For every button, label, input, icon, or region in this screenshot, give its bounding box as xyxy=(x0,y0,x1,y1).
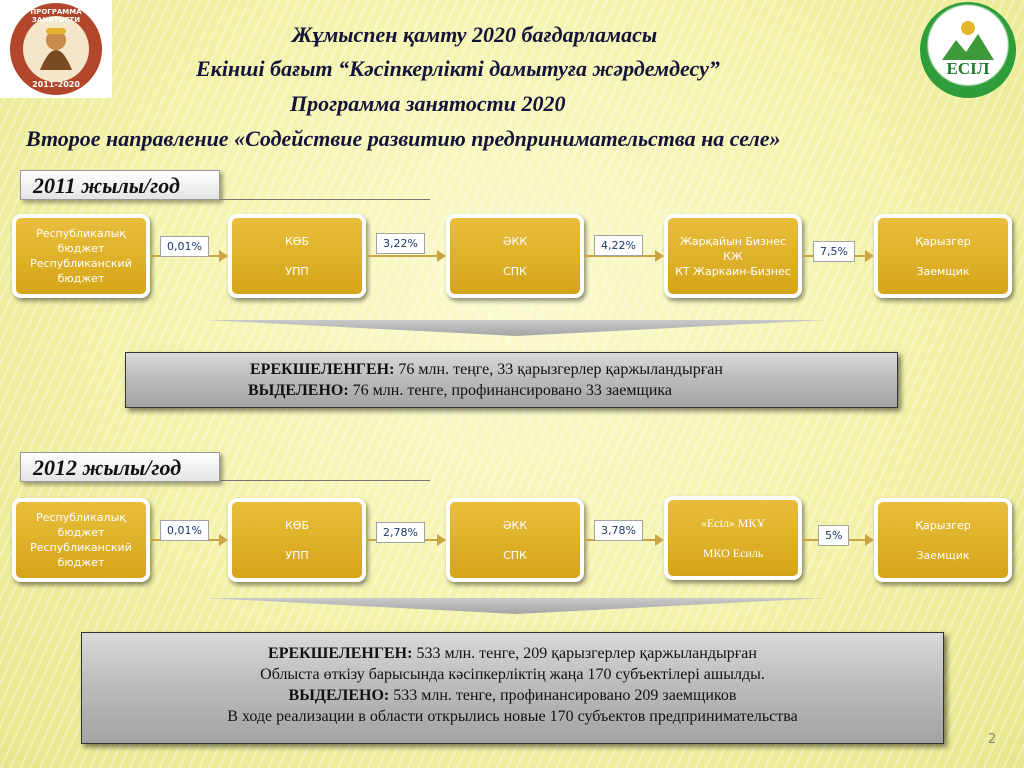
result-ru-line-2: В ходе реализации в области открылись новые 170 субъектов предпринимательства xyxy=(227,708,798,725)
result-box-2011 xyxy=(125,352,898,408)
flow-node-upp xyxy=(228,214,366,298)
year-label-2011: 2011 жылы/год xyxy=(20,170,220,200)
result-kz-text: 76 млн. теңге, 33 қарызгерлер қаржыландырған xyxy=(394,361,723,378)
result-ru-line xyxy=(126,380,897,401)
rate-badge: 7,5% xyxy=(813,241,855,262)
header-line-2: Екінші бағыт “Кәсіпкерлікті дамытуға жәрдемдесу” xyxy=(196,56,720,81)
node-label-ru: СПК xyxy=(503,264,527,278)
result-ru-text: 533 млн. тенге, профинансировано 209 заемщиков xyxy=(389,687,737,704)
flow-node-upp xyxy=(228,498,366,582)
result-kz-line xyxy=(82,643,943,664)
node-label-ru: Республиканский бюджет xyxy=(30,257,132,285)
flow-node-budget xyxy=(12,498,150,582)
flow-node-spk xyxy=(446,498,584,582)
program-logo-text: ПРОГРАММА ЗАНЯТОСТИ xyxy=(30,8,82,24)
flow-node-spk xyxy=(446,214,584,298)
node-label-kz: Қарызгер xyxy=(915,518,971,532)
esil-logo-text: ЕСІЛ xyxy=(946,59,990,78)
year-underline xyxy=(220,199,430,200)
page-number: 2 xyxy=(988,732,997,747)
rate-badge: 5% xyxy=(818,525,849,546)
result-kz-line xyxy=(126,359,897,380)
esil-emblem-icon xyxy=(920,2,1016,98)
node-label-kz: КӨБ xyxy=(284,234,309,248)
node-label-kz: Жарқайын Бизнес КЖ xyxy=(679,234,787,263)
result-box-2012 xyxy=(81,632,944,744)
program-logo xyxy=(0,0,112,98)
header-line-1: Жұмыспен қамту 2020 бағдарламасы xyxy=(292,22,658,47)
result-ru-label: ВЫДЕЛЕНО: xyxy=(248,382,349,399)
flow-node-budget xyxy=(12,214,150,298)
year-underline xyxy=(220,480,430,481)
node-label-ru: УПП xyxy=(285,548,309,562)
rate-badge: 0,01% xyxy=(160,520,209,541)
node-label-kz: Республикалық бюджет xyxy=(36,227,126,255)
rate-badge: 2,78% xyxy=(376,522,425,543)
node-label-kz: Республикалық бюджет xyxy=(36,511,126,539)
rate-badge: 3,22% xyxy=(376,233,425,254)
node-label-kz: Қарызгер xyxy=(915,234,971,248)
node-label-ru: МКО Есиль xyxy=(702,545,764,560)
result-pointer xyxy=(205,598,827,614)
header-line-4: Второе направление «Содействие развитию предпринимательства на селе» xyxy=(26,126,781,151)
flow-node-borrower xyxy=(874,498,1012,582)
rate-badge: 0,01% xyxy=(160,236,209,257)
flow-node-intermediary xyxy=(664,214,802,298)
node-label-ru: Заемщик xyxy=(916,548,970,562)
result-kz-label: ЕРЕКШЕЛЕНГЕН: xyxy=(268,645,413,662)
result-kz-text: 533 млн. тенге, 209 қарызгерлер қаржыландырған xyxy=(412,645,757,662)
node-label-ru: КТ Жаркаин-Бизнес xyxy=(675,264,791,278)
year-label-2012: 2012 жылы/год xyxy=(20,452,220,482)
flow-node-intermediary xyxy=(664,496,802,580)
result-ru-text: 76 млн. тенге, профинансировано 33 заемщика xyxy=(348,382,673,399)
result-kz-line-2: Облыста өткізу барысында кәсіпкерліктің жаңа 170 субъектілері ашылды. xyxy=(260,666,765,683)
rate-badge: 4,22% xyxy=(594,235,643,256)
flow-node-borrower xyxy=(874,214,1012,298)
result-ru-line xyxy=(82,685,943,706)
header-line-3: Программа занятости 2020 xyxy=(290,91,566,116)
node-label-kz: ӘКК xyxy=(502,518,528,532)
node-label-ru: УПП xyxy=(285,264,309,278)
result-ru-label: ВЫДЕЛЕНО: xyxy=(288,687,390,704)
program-logo-years: 2011-2020 xyxy=(32,80,80,89)
result-kz-label: ЕРЕКШЕЛЕНГЕН: xyxy=(250,361,395,378)
flow-arrow xyxy=(366,255,444,257)
esil-logo xyxy=(920,2,1016,98)
node-label-ru: Заемщик xyxy=(916,264,970,278)
node-label-ru: Республиканский бюджет xyxy=(30,541,132,569)
rate-badge: 3,78% xyxy=(594,520,643,541)
node-label-kz: КӨБ xyxy=(284,518,309,532)
result-pointer xyxy=(205,320,827,336)
node-label-ru: СПК xyxy=(503,548,527,562)
node-label-kz: ӘКК xyxy=(502,234,528,248)
node-label-kz: «Есіл» МКҰ xyxy=(700,515,766,530)
